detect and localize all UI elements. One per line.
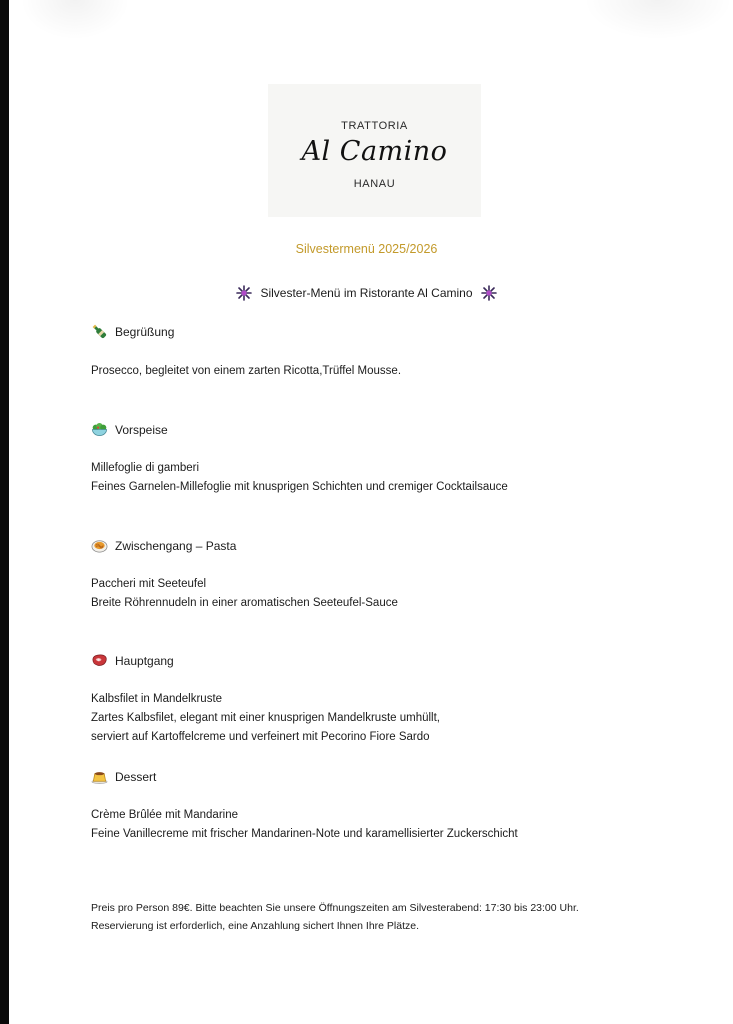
logo-script-text: Al Camino: [301, 136, 448, 167]
pasta-plate-icon: [91, 537, 108, 554]
steak-icon: [91, 652, 108, 669]
menu-line: Kalbsfilet in Mandelkruste: [91, 693, 223, 705]
section-heading-text: Dessert: [115, 769, 157, 784]
section-heading-text: Vorspeise: [115, 422, 168, 437]
menu-line: Paccheri mit Seeteufel: [91, 578, 207, 590]
section-heading-vorspeise: [91, 421, 168, 438]
section-heading-begruessung: [91, 323, 174, 340]
menu-line: Prosecco, begleitet von einem zarten Ricotta,Trüffel Mousse.: [91, 365, 402, 377]
firework-icon: [481, 285, 497, 301]
menu-line: Breite Röhrennudeln in einer aromatischen Seeteufel-Sauce: [91, 597, 398, 609]
section-heading-text: Begrüßung: [115, 324, 175, 339]
section-heading-zwischengang: [91, 537, 236, 554]
left-edge-bar: [0, 0, 9, 1024]
section-heading-text: Zwischengang – Pasta: [115, 538, 237, 553]
menu-line: serviert auf Kartoffelcreme und verfeinert mit Pecorino Fiore Sardo: [91, 731, 430, 743]
restaurant-logo: [268, 84, 481, 217]
corner-shadow-right: [583, 0, 733, 40]
corner-shadow-left: [20, 0, 130, 40]
menu-line: Zartes Kalbsfilet, elegant mit einer knusprigen Mandelkruste umhüllt,: [91, 712, 441, 724]
menu-line: Feines Garnelen-Millefoglie mit knusprigen Schichten und cremiger Cocktailsauce: [91, 481, 508, 493]
footer-reservation-note: Reservierung ist erforderlich, eine Anzahlung sichert Ihnen Ihre Plätze.: [91, 920, 420, 932]
champagne-bottle-icon: [91, 323, 108, 340]
menu-line: Crème Brûlée mit Mandarine: [91, 809, 239, 821]
salad-bowl-icon: [91, 421, 108, 438]
menu-title-text: Silvester-Menü im Ristorante Al Camino: [260, 286, 473, 300]
menu-title: [0, 285, 733, 301]
menu-line: Millefoglie di gamberi: [91, 462, 200, 474]
section-heading-text: Hauptgang: [115, 653, 174, 668]
logo-bottom-text: HANAU: [353, 178, 396, 190]
custard-icon: [91, 768, 108, 785]
footer-price-note: Preis pro Person 89€. Bitte beachten Sie unsere Öffnungszeiten am Silvesterabend: 17:30 bis 23:00 Uhr.: [91, 902, 579, 914]
section-heading-dessert: [91, 768, 156, 785]
firework-icon: [236, 285, 252, 301]
menu-subtitle: Silvestermenü 2025/2026: [295, 242, 438, 256]
logo-top-text: TRATTORIA: [341, 120, 408, 132]
section-heading-hauptgang: [91, 652, 174, 669]
menu-line: Feine Vanillecreme mit frischer Mandarinen-Note und karamellisierter Zuckerschicht: [91, 828, 518, 840]
